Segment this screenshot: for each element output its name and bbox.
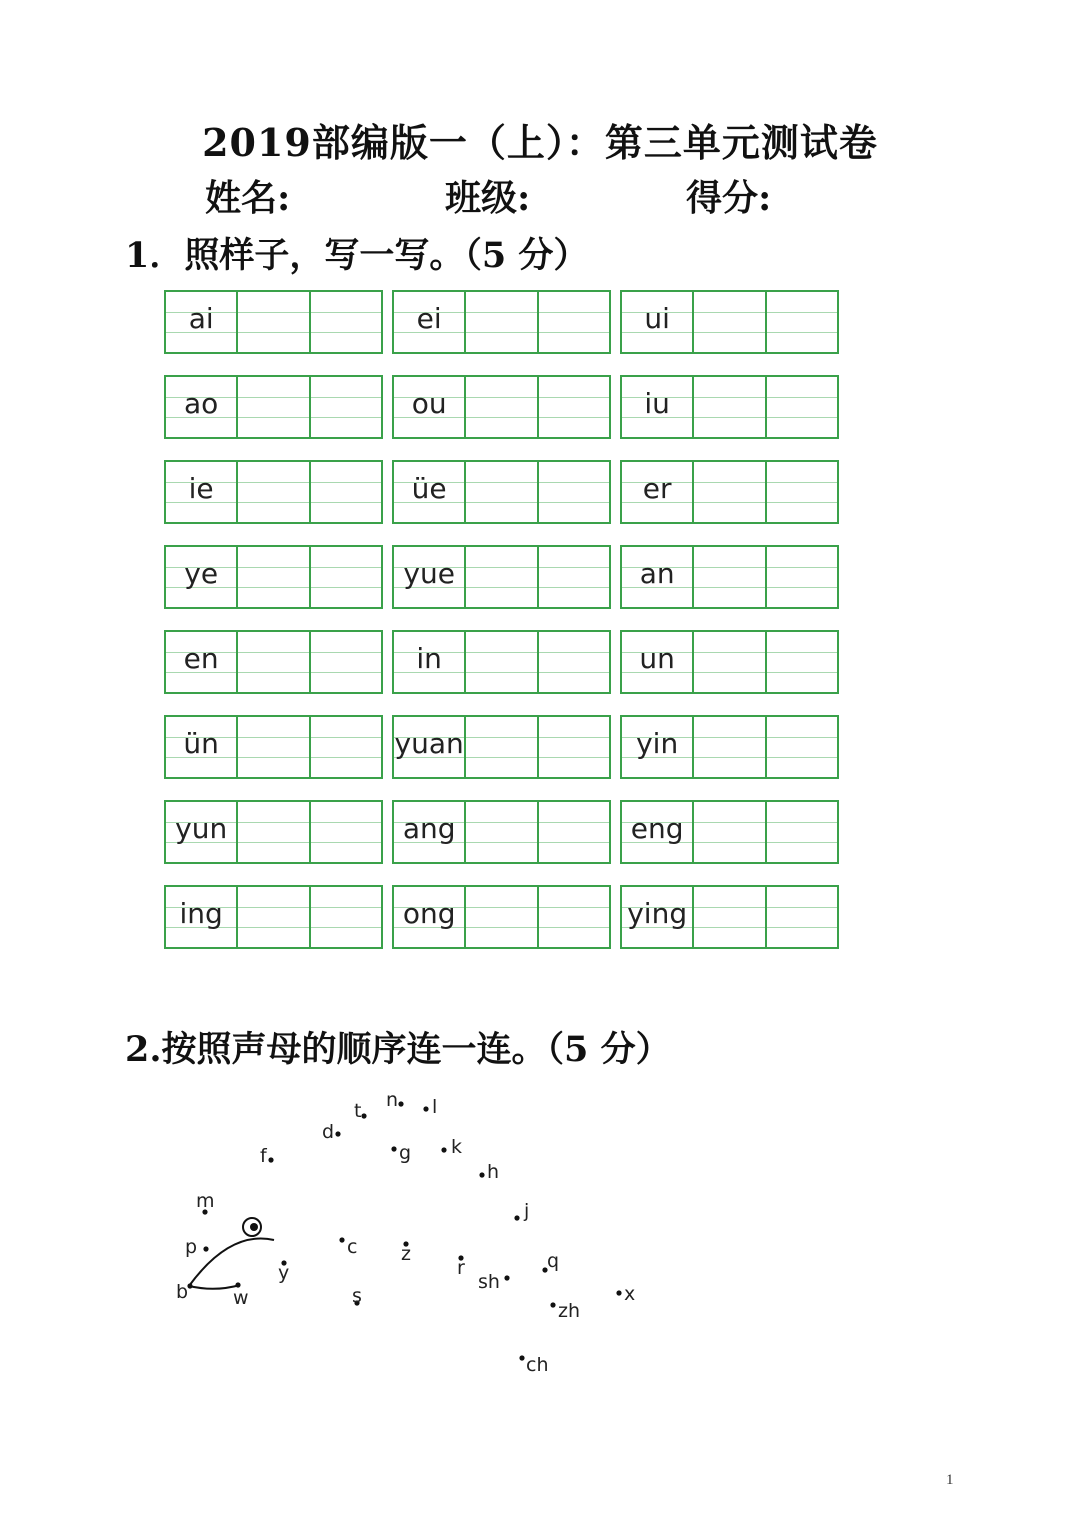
- pinyin-sample: iu: [644, 387, 670, 420]
- dot-point-zh[interactable]: [550, 1302, 555, 1307]
- pinyin-sample: yin: [636, 727, 679, 760]
- dot-label-k: k: [451, 1136, 463, 1158]
- dot-point-g[interactable]: [391, 1146, 396, 1151]
- dot-point-ch[interactable]: [519, 1355, 524, 1360]
- pinyin-sample: yun: [175, 812, 228, 845]
- page-title: 2019部编版一（上）：第三单元测试卷: [202, 120, 878, 165]
- dot-label-b: b: [176, 1281, 189, 1303]
- dot-point-x[interactable]: [616, 1290, 621, 1295]
- dot-point-d[interactable]: [335, 1131, 340, 1136]
- dot-label-x: x: [624, 1283, 636, 1305]
- dot-label-m: m: [196, 1190, 215, 1212]
- dot-point-n[interactable]: [398, 1101, 403, 1106]
- dot-point-t[interactable]: [361, 1113, 366, 1118]
- pinyin-sample: en: [183, 642, 219, 675]
- pinyin-sample: ie: [188, 472, 214, 505]
- dot-label-w: w: [233, 1287, 249, 1309]
- dot-label-c: c: [347, 1236, 358, 1258]
- pinyin-sample: an: [639, 557, 675, 590]
- name-label: 姓名:: [205, 177, 291, 219]
- dot-label-z: z: [401, 1243, 411, 1265]
- question-1-title: 1．照样子，写一写。（5 分）: [125, 235, 589, 276]
- pinyin-sample: er: [642, 472, 672, 505]
- dot-label-l: l: [432, 1096, 438, 1118]
- pinyin-sample: ai: [188, 302, 214, 335]
- dot-label-ch: ch: [526, 1354, 549, 1376]
- dot-label-r: r: [457, 1257, 465, 1279]
- dot-point-sh[interactable]: [504, 1275, 509, 1280]
- pinyin-sample: ang: [402, 812, 456, 845]
- pinyin-sample: ao: [184, 387, 219, 420]
- dot-label-zh: zh: [558, 1300, 581, 1322]
- dot-label-g: g: [399, 1142, 412, 1164]
- pinyin-sample: ün: [183, 727, 219, 760]
- pinyin-sample: ying: [627, 897, 688, 930]
- dot-point-b[interactable]: [187, 1283, 192, 1288]
- dot-label-s: s: [352, 1285, 362, 1307]
- pinyin-sample: ui: [644, 302, 670, 335]
- dot-label-t: t: [354, 1100, 362, 1122]
- pinyin-sample: ye: [184, 557, 219, 590]
- pinyin-sample: un: [639, 642, 675, 675]
- class-label: 班级:: [445, 177, 531, 219]
- pinyin-sample: üe: [411, 472, 447, 505]
- dot-point-k[interactable]: [441, 1147, 446, 1152]
- dot-point-h[interactable]: [479, 1172, 484, 1177]
- dot-label-j: j: [524, 1200, 530, 1222]
- dot-point-j[interactable]: [514, 1215, 519, 1220]
- pinyin-sample: yuan: [394, 727, 464, 760]
- fish-face-drawing: [189, 1218, 274, 1289]
- pinyin-sample: ei: [416, 302, 442, 335]
- dot-label-h: h: [487, 1161, 500, 1183]
- pinyin-sample: ing: [179, 897, 223, 930]
- dot-label-sh: sh: [478, 1271, 500, 1293]
- pinyin-sample: yue: [403, 557, 455, 590]
- dot-point-c[interactable]: [339, 1237, 344, 1242]
- pinyin-sample: ong: [402, 897, 456, 930]
- pinyin-sample: ou: [411, 387, 447, 420]
- dot-point-f[interactable]: [268, 1157, 273, 1162]
- dot-label-y: y: [278, 1262, 290, 1284]
- pinyin-sample: in: [416, 642, 442, 675]
- dot-label-f: f: [260, 1145, 267, 1167]
- dot-label-p: p: [185, 1236, 198, 1258]
- dot-label-n: n: [386, 1089, 399, 1111]
- question-2-title: 2.按照声母的顺序连一连。（5 分）: [125, 1029, 671, 1070]
- page-number: 1: [946, 1472, 954, 1488]
- pinyin-sample: eng: [630, 812, 684, 845]
- dot-point-p[interactable]: [203, 1246, 208, 1251]
- score-label: 得分:: [686, 177, 772, 219]
- dot-label-d: d: [322, 1121, 335, 1143]
- dot-label-q: q: [547, 1250, 560, 1272]
- dot-point-l[interactable]: [423, 1106, 428, 1111]
